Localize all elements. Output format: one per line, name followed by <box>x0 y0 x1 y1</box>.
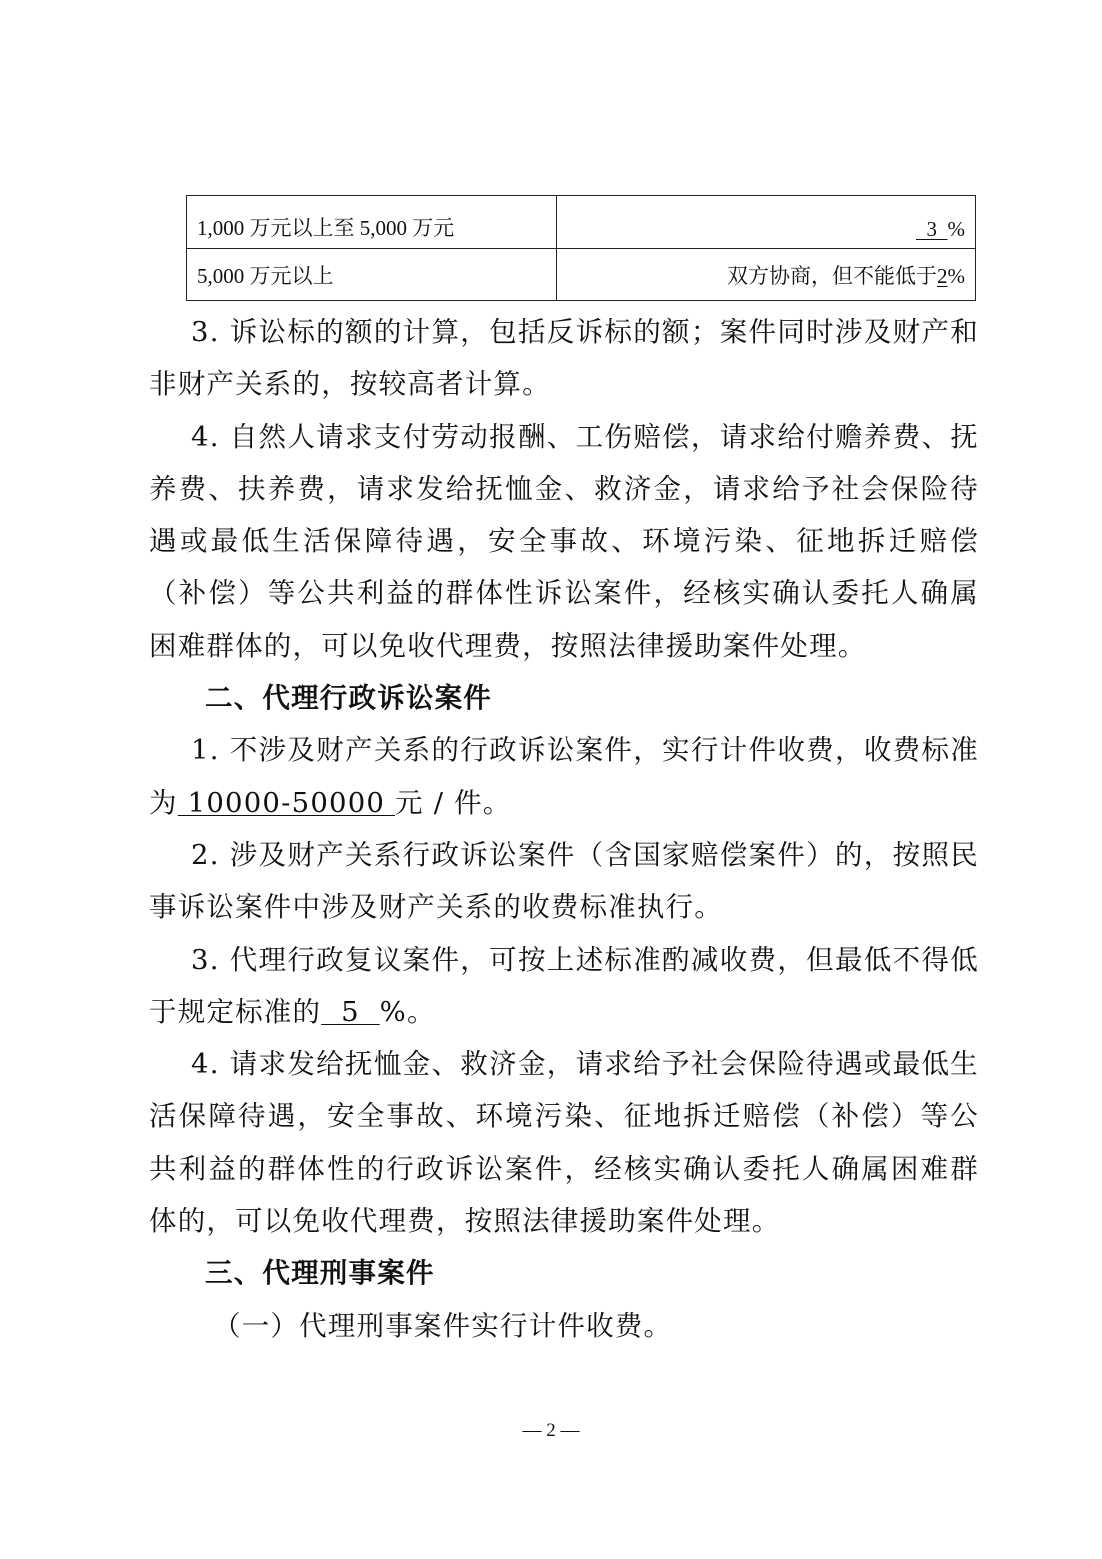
table-row <box>187 196 976 249</box>
page-number: — 2 — <box>522 1420 580 1441</box>
section-heading-administrative: 二、代理行政诉讼案件 <box>205 682 492 715</box>
amount-range-text: 5,000 万元以上 <box>197 263 334 288</box>
paragraph-admin-3 <box>149 934 979 1039</box>
fee-rate-value: 2 <box>937 263 948 288</box>
paragraph-criminal-1: （一）代理刑事案件实行计件收费。 <box>213 1309 673 1342</box>
amount-range-text: 1,000 万元以上至 5,000 万元 <box>197 216 455 240</box>
fee-rate-prefix: 双方协商，但不能低于 <box>727 263 937 288</box>
document-body <box>149 306 979 1352</box>
percentage-blank: 5 <box>321 995 380 1028</box>
amount-range-cell <box>187 249 557 301</box>
fee-rate-value: 3 <box>916 217 948 241</box>
paragraph-admin-1-text: 1. 不涉及财产关系的行政诉讼案件，实行计件收费，收费标准为 <box>149 734 979 819</box>
paragraph-admin-1-unit: 元 / 件。 <box>395 786 512 819</box>
fee-amount-blank: 10000-50000 <box>177 786 396 819</box>
fee-rate-unit: % <box>947 217 965 241</box>
paragraph-admin-2: 2. 涉及财产关系行政诉讼案件（含国家赔偿案件）的，按照民事诉讼案件中涉及财产关系的收费标准执行。 <box>149 838 979 924</box>
fee-rate-unit: % <box>947 263 965 288</box>
paragraph-civil-3: 3. 诉讼标的额的计算，包括反诉标的额；案件同时涉及财产和非财产关系的，按较高者计算。 <box>149 316 979 401</box>
fee-rate-table <box>186 195 976 301</box>
fee-rate-cell <box>557 196 976 249</box>
paragraph-admin-3-text: 3. 代理行政复议案件，可按上述标准酌减收费，但最低不得低于规定标准的 <box>149 943 979 1028</box>
section-heading-criminal: 三、代理刑事案件 <box>205 1257 435 1290</box>
paragraph-admin-4: 4. 请求发给抚恤金、救济金，请求给予社会保险待遇或最低生活保障待遇，安全事故、环境污染、征地拆迁赔偿（补偿）等公共利益的群体性的行政诉讼案件，经核实确认委托人确属困难群体的，可以免收代理费，按照法律援助案件处理。 <box>149 1048 979 1238</box>
paragraph-admin-3-unit: %。 <box>379 995 436 1028</box>
paragraph-civil-4: 4. 自然人请求支付劳动报酬、工伤赔偿，请求给付赡养费、抚养费、扶养费，请求发给抚恤金、救济金，请求给予社会保险待遇或最低生活保障待遇，安全事故、环境污染、征地拆迁赔偿（补偿）等公共利益的群体性诉讼案件，经核实确认委托人确属困难群体的，可以免收代理费，按照法律援助案件处理。 <box>149 420 979 662</box>
fee-rate-cell <box>557 249 976 301</box>
table-row <box>187 249 976 301</box>
paragraph-admin-1 <box>149 724 979 829</box>
amount-range-cell <box>187 196 557 249</box>
